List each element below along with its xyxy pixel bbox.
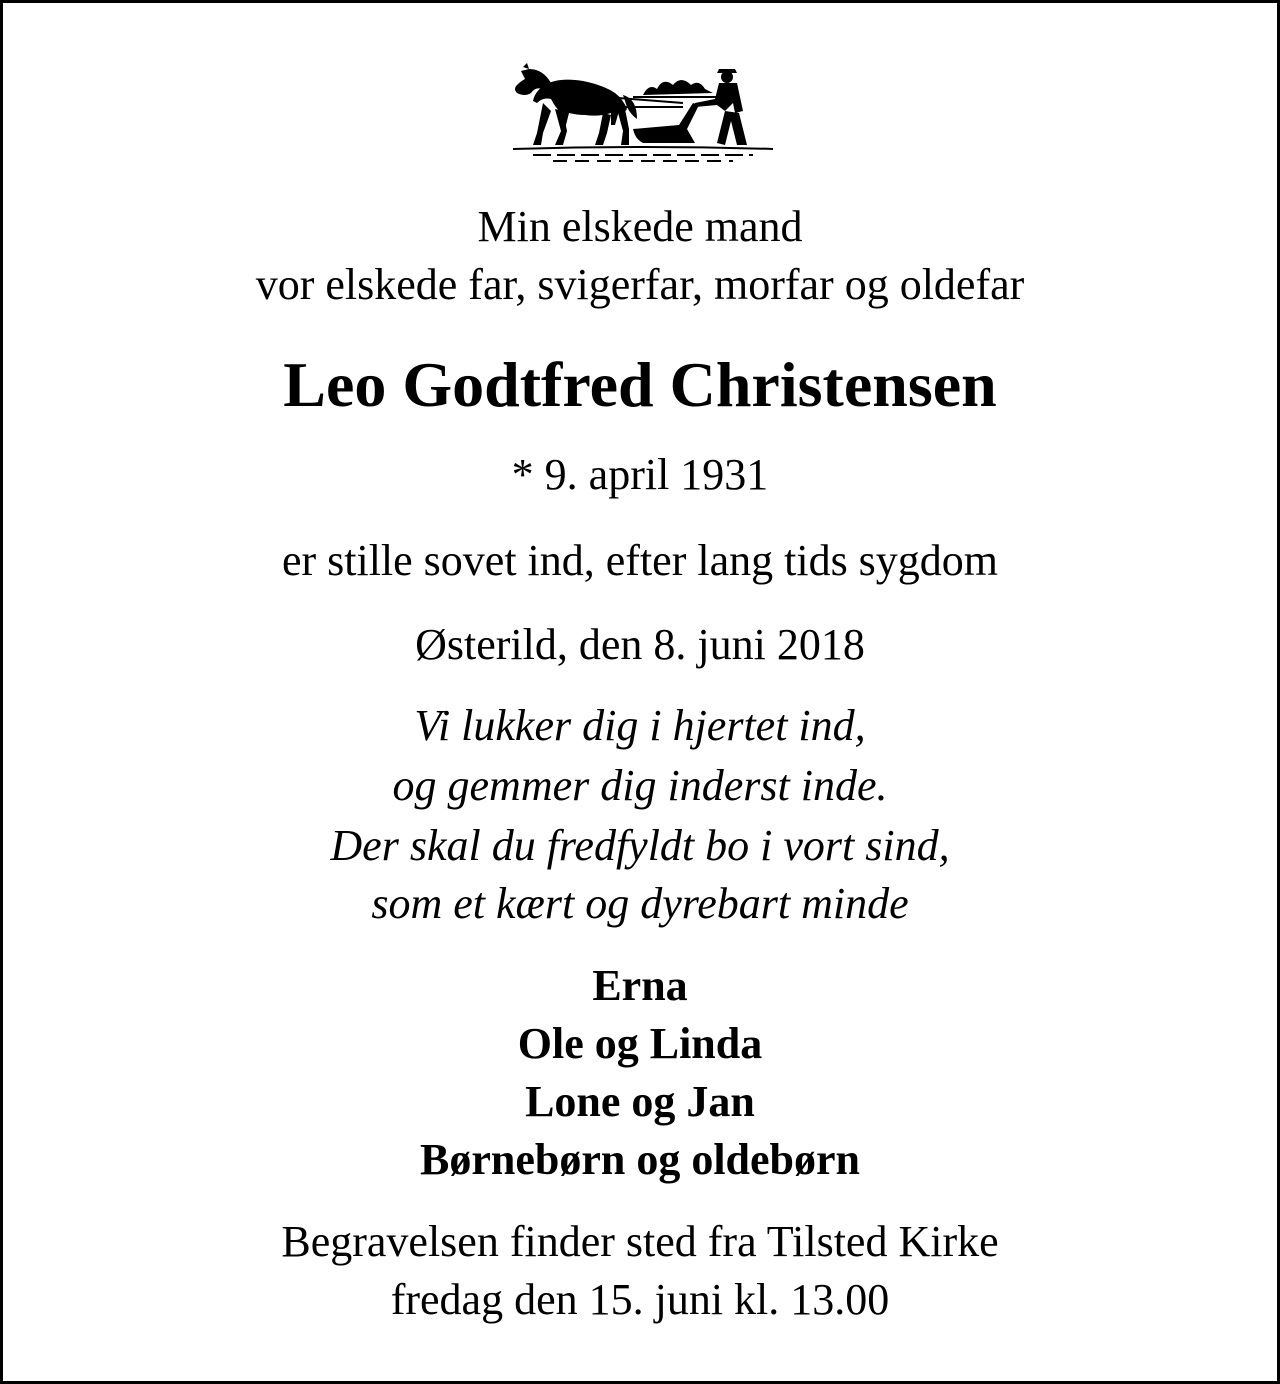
intro-line-1: Min elskede mand bbox=[477, 202, 803, 251]
passing-text: er stille sovet ind, efter lang tids sygdom bbox=[281, 536, 999, 585]
family-line-2: Ole og Linda bbox=[517, 1019, 763, 1068]
family-line-4: Børnebørn og oldebørn bbox=[419, 1135, 861, 1184]
place-and-date: Østerild, den 8. juni 2018 bbox=[415, 620, 865, 669]
intro-line-2: vor elskede far, svigerfar, morfar og oldefar bbox=[255, 260, 1025, 309]
deceased-name: Leo Godtfred Christensen bbox=[283, 349, 997, 420]
birth-date: * 9. april 1931 bbox=[511, 450, 769, 499]
funeral-line-1: Begravelsen finder sted fra Tilsted Kirke bbox=[281, 1217, 999, 1266]
funeral-line-2: fredag den 15. juni kl. 13.00 bbox=[390, 1275, 890, 1324]
verse-line-3: Der skal du fredfyldt bo i vort sind, bbox=[330, 821, 950, 870]
verse-line-1: Vi lukker dig i hjertet ind, bbox=[414, 701, 866, 750]
verse-line-4: som et kært og dyrebart minde bbox=[371, 879, 909, 928]
family-line-3: Lone og Jan bbox=[525, 1077, 755, 1126]
family-line-1: Erna bbox=[592, 961, 688, 1010]
horse-plough-icon bbox=[503, 63, 783, 163]
verse-line-2: og gemmer dig inderst inde. bbox=[392, 761, 888, 810]
